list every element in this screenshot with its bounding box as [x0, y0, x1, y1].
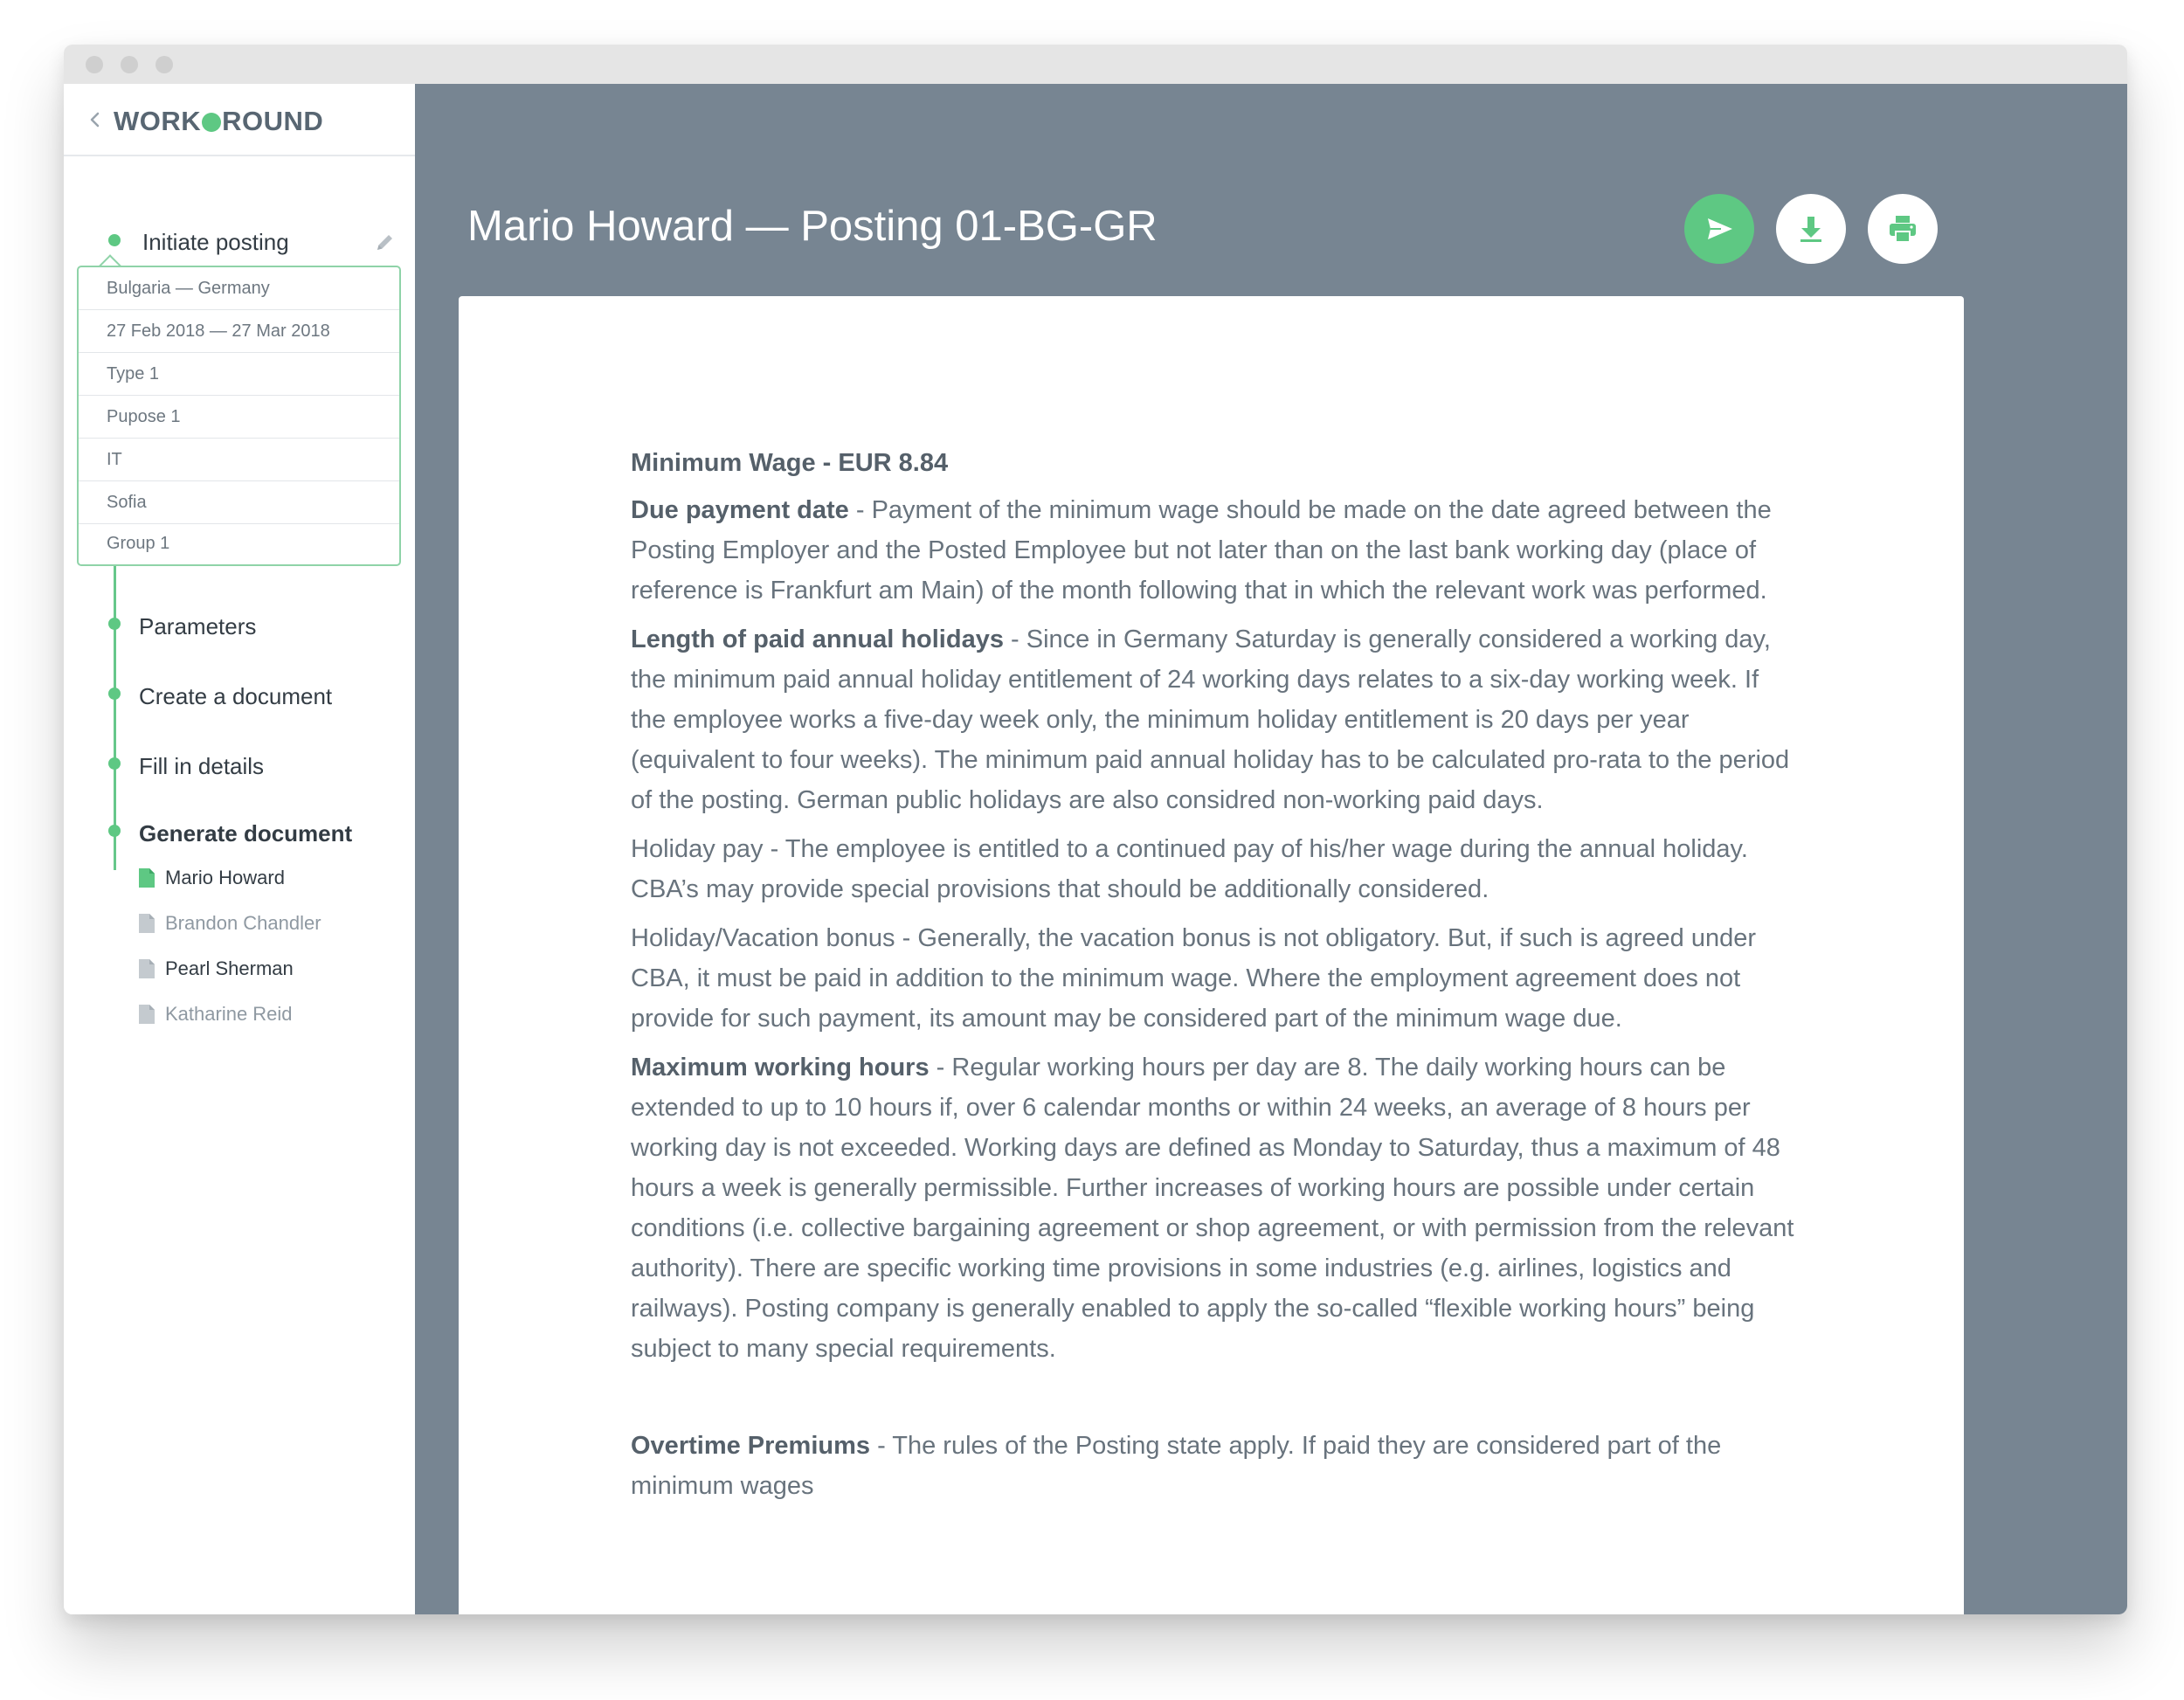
paragraph-text: Holiday/Vacation bonus - Generally, the vacation bonus is not obligatory. But, if such is agreed under CBA, it must be paid in addition to the minimum wage. Where the employment agreement does not provide for such payment, its amount may be considered part of the minimum wage due. — [631, 924, 1757, 1033]
document-name: Mario Howard — [165, 867, 285, 888]
step-dot — [108, 688, 121, 700]
summary-city: Sofia — [79, 481, 399, 524]
pencil-icon[interactable] — [373, 231, 397, 255]
print-button[interactable] — [1868, 194, 1938, 264]
logo-o-mark — [202, 113, 221, 132]
download-button[interactable] — [1776, 194, 1846, 264]
document-icon — [139, 1005, 155, 1024]
window-maximize-dot[interactable] — [156, 56, 173, 73]
step-create-document[interactable]: Create a document — [139, 683, 333, 709]
summary-group: Group 1 — [107, 533, 170, 553]
step-fill-details[interactable]: Fill in details — [139, 753, 265, 779]
posting-summary — [77, 266, 401, 566]
document-icon — [139, 914, 155, 933]
document-item-pearl-sherman[interactable] — [139, 955, 294, 983]
window-close-dot[interactable] — [86, 56, 103, 73]
print-icon — [1885, 211, 1920, 246]
document-content — [631, 443, 1797, 1515]
paragraph-overtime — [631, 1426, 1797, 1506]
document-item-mario-howard[interactable] — [139, 864, 285, 892]
step-generate-document[interactable]: Generate document — [139, 820, 353, 847]
document-icon — [139, 868, 155, 888]
paragraph-title: Due payment date — [631, 496, 849, 524]
send-button[interactable] — [1684, 194, 1754, 264]
paragraph-text: - Regular working hours per day are 8. The daily working hours can be extended to up to 10 hours if, over 6 calendar months or within 24 weeks, an average of 8 hours per working day is not exceeded. Working days are defined as Monday to Saturday, thus a maximum of 48 hours a week is generally permissible. Further increases of working hours are possible under certain conditions (i.e. collective bargaining agreement or shop agreement, or with permission from the relevant authority). There are specific working time provisions in some industries (e.g. airlines, logistics and railways). Posting company is generally enabled to apply the so-called “flexible working hours” being subject to many special requirements. — [631, 1054, 1794, 1363]
paragraph-working-hours — [631, 1047, 1797, 1369]
main-panel — [415, 84, 2127, 1614]
summary-purpose: Pupose 1 — [79, 396, 399, 439]
summary-dates: 27 Feb 2018 — 27 Mar 2018 — [79, 310, 399, 353]
paragraph-text: Holiday pay - The employee is entitled to a continued pay of his/her wage during the annual holiday. CBA’s may provide special provisions that should be additionally considered. — [631, 835, 1748, 903]
step-initiate-posting[interactable]: Initiate posting — [142, 229, 289, 255]
paragraph-text: - Since in Germany Saturday is generally considered a working day, the minimum paid annual holiday entitlement of 24 working days relates to a six-day working week. If the employee works a five-day week only, the minimum holiday entitlement is 20 days per year (equivalent to four weeks). The minimum paid annual holiday has to be calculated pro-rata to the period of the posting. German public holidays are also considred non-working paid days. — [631, 625, 1790, 814]
summary-route: Bulgaria — Germany — [79, 267, 399, 310]
sidebar — [64, 84, 415, 1614]
paragraph-annual-holidays — [631, 619, 1797, 820]
paragraph-title: Length of paid annual holidays — [631, 625, 1004, 653]
document-item-brandon-chandler[interactable] — [139, 909, 321, 937]
chevron-left-icon[interactable] — [81, 105, 107, 135]
document-page — [459, 296, 1964, 1614]
summary-sector: IT — [79, 439, 399, 481]
browser-window — [64, 45, 2127, 1614]
paragraph-holiday-pay — [631, 829, 1797, 909]
logo-text-suffix: ROUND — [222, 106, 324, 136]
step-dot — [108, 825, 121, 837]
step-dot — [108, 757, 121, 770]
window-minimize-dot[interactable] — [121, 56, 138, 73]
document-name: Pearl Sherman — [165, 957, 294, 979]
send-icon — [1702, 211, 1737, 246]
paragraph-text: - The rules of the Posting state apply. If paid they are considered part of the minimum wages — [631, 1432, 1722, 1500]
paragraph-spacer — [631, 1378, 1797, 1426]
step-parameters[interactable]: Parameters — [139, 613, 257, 639]
paragraph-title: Maximum working hours — [631, 1054, 930, 1082]
window-titlebar — [64, 45, 2127, 84]
step-dot — [108, 618, 121, 630]
paragraph-vacation-bonus — [631, 918, 1797, 1039]
page-title: Mario Howard — Posting 01-BG-GR — [467, 203, 1158, 250]
document-item-katharine-reid[interactable] — [139, 1000, 293, 1028]
document-name: Brandon Chandler — [165, 912, 321, 934]
paragraph-title: Overtime Premiums — [631, 1432, 871, 1460]
document-name: Katharine Reid — [165, 1003, 293, 1025]
logo-bar — [64, 84, 415, 156]
logo-text: WORK — [114, 106, 202, 136]
document-icon — [139, 959, 155, 978]
workaround-logo[interactable] — [114, 106, 323, 137]
download-icon — [1794, 211, 1828, 246]
step-dot — [108, 234, 121, 246]
summary-type: Type 1 — [79, 353, 399, 396]
paragraph-due-payment — [631, 490, 1797, 611]
minimum-wage-heading: Minimum Wage - EUR 8.84 — [631, 449, 949, 477]
paragraph-text: - Payment of the minimum wage should be made on the date agreed between the Posting Employer and the Posted Employee but not later than on the last bank working day (place of reference is Frankfurt am Main) of the month following that in which the relevant work was performed. — [631, 496, 1772, 605]
